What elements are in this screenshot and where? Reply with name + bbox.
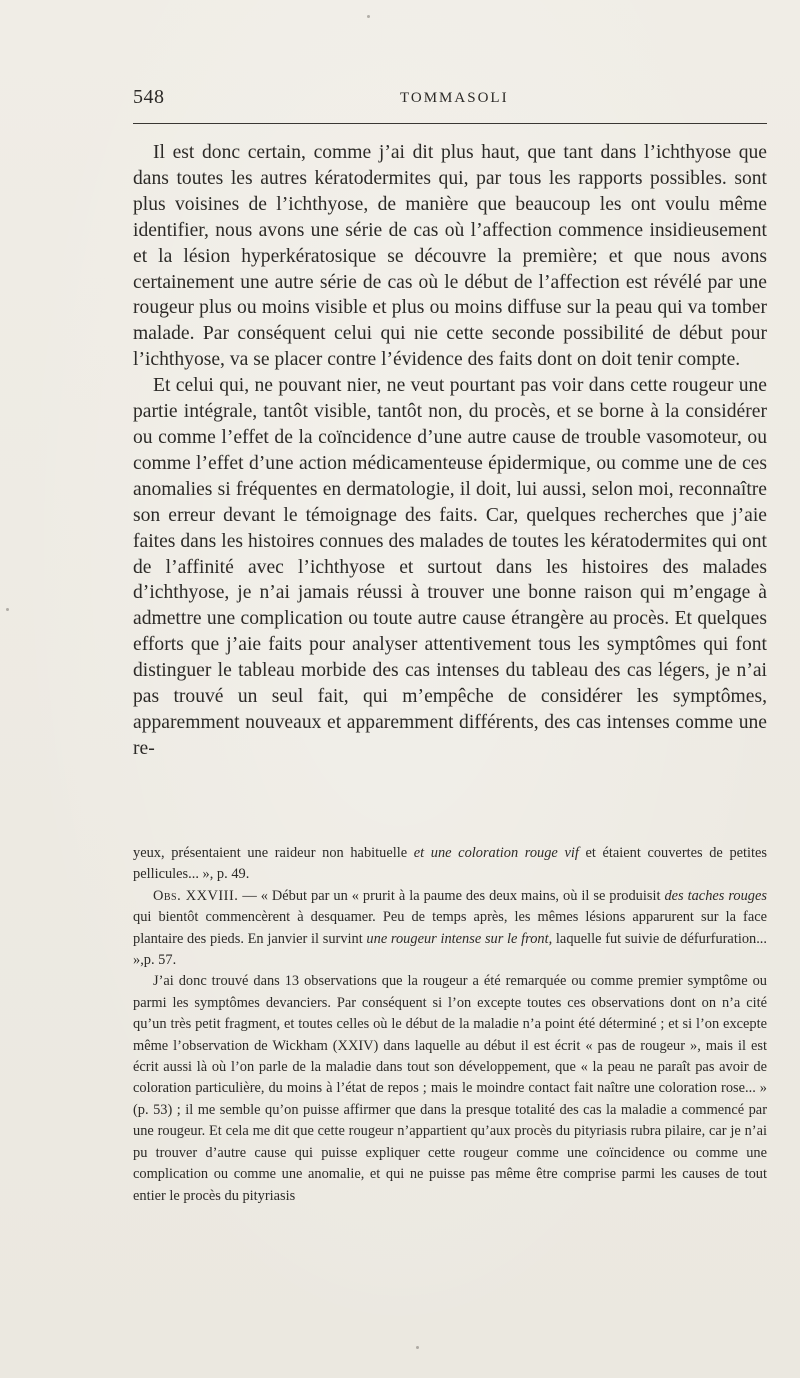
footnote-emphasis: une rougeur intense sur le front, (366, 930, 553, 947)
observation-label: Obs. XXVIII. (153, 887, 239, 904)
footnote-text: — « Début par un « prurit à la paume des deux mains, où il se produisit (238, 887, 665, 904)
footnote-continuation (133, 843, 767, 886)
header-rule (133, 123, 767, 124)
footnote-text: yeux, présentaient une raideur non habituelle (133, 845, 414, 861)
page-number: 548 (133, 86, 165, 108)
footnote-text: et étaient couvertes de petites pellicules... », p. 49. (133, 845, 768, 883)
body-paragraph-1: Il est donc certain, comme j’ai dit plus haut, que tant dans l’ichthyose que dans toutes les autres kératodermites qui, par tous les rapports possibles. sont plus voisines de l’ichthyose, de manière que beaucoup les ont voulu même identifier, nous avons une série de cas où l’affection commence insidieusement et la lésion hyperkératosique se découvre la première; et que nous avons certainement une autre série de cas où le début de l’affection est révélé par une rougeur plus ou moins visible et plus ou moins diffuse sur la peau qui va tomber malade. Par conséquent celui qui nie cette seconde possibilité de début pour l’ichthyose, va se placer contre l’évidence des faits dont on doit tenir compte. (133, 142, 767, 371)
footnote-text: qui bientôt commencèrent à desquamer. Peu de temps après, les mêmes lésions apparurent sur la face plantaire des pieds. En janvier il survint (133, 909, 767, 947)
footnote-text: laquelle fut suivie de défurfuration... »,p. 57. (133, 930, 767, 969)
footnote-observation (133, 886, 767, 972)
footnote-paragraph: J’ai donc trouvé dans 13 observations que la rougeur a été remarquée ou comme premier symptôme ou parmi les symptômes devanciers. Par conséquent si l’on excepte toutes ces observations dont on n’a cité qu’un très petit fragment, et toutes celles où le début de la maladie n’a point été déterminé ; et si l’on excepte même l’observation de Wickham (XXIV) dans laquelle au début il est écrit « pas de rougeur », mais il est écrit aussi là où l’on parle de la maladie dans tout son développement, que « la peau ne paraît pas avoir de coloration particulière, du moins à l’état de repos ; mais le moindre contact fait naître une coloration rose... » (p. 53) ; il me semble qu’on puisse affirmer que dans la presque totalité des cas la maladie a commencé par une rougeur. Et cela me dit que cette rougeur n’appartient qu’aux procès du pityriasis rubra pilaire, car je n’ai pu trouver d’autre cause qui puisse expliquer cette rougeur comme une coïncidence ou comme une complication ou comme une anomalie, et qui ne puisse pas même être comprise parmi les causes de tout entier le procès du pityriasis (133, 973, 767, 1204)
paper-speck (416, 1346, 419, 1349)
body-paragraph-2: Et celui qui, ne pouvant nier, ne veut pourtant pas voir dans cette rougeur une partie intégrale, tantôt visible, tantôt non, du procès, et se borne à la considérer ou comme l’effet de la coïncidence d’une autre cause de trouble vasomoteur, ou comme l’effet d’une action médicamenteuse épidermique, ou comme une de ces anomalies si fréquentes en dermatologie, il doit, lui aussi, selon moi, reconnaître son erreur devant le témoignage des faits. Car, quelques recherches que j’aie faites dans les histoires connues des malades de toutes les kératodermites qui ont de l’affinité avec l’ichthyose et surtout dans les histoires des malades d’ichthyose, je n’ai jamais réussi à trouver une bonne raison qui m’engage à admettre une complication ou toute autre cause étrangère au procès. Et quelques efforts que j’aie faits pour analyser attentivement tous les symptômes qui font distinguer le tableau morbide des cas intenses du tableau des cas légers, je n’ai pas trouvé un seul fait, qui m’empêche de considérer les symptômes, apparemment nouveaux et apparemment différents, des cas intenses comme une re- (133, 375, 767, 759)
page-header (133, 80, 768, 120)
main-text (133, 140, 767, 762)
footnote-emphasis: et une coloration rouge vif (413, 845, 579, 861)
footnote-block (133, 843, 767, 1207)
paper-speck (6, 608, 9, 611)
paper-speck (367, 15, 370, 18)
footnote-emphasis: des taches rouges (664, 887, 767, 904)
running-head: TOMMASOLI (400, 90, 509, 106)
